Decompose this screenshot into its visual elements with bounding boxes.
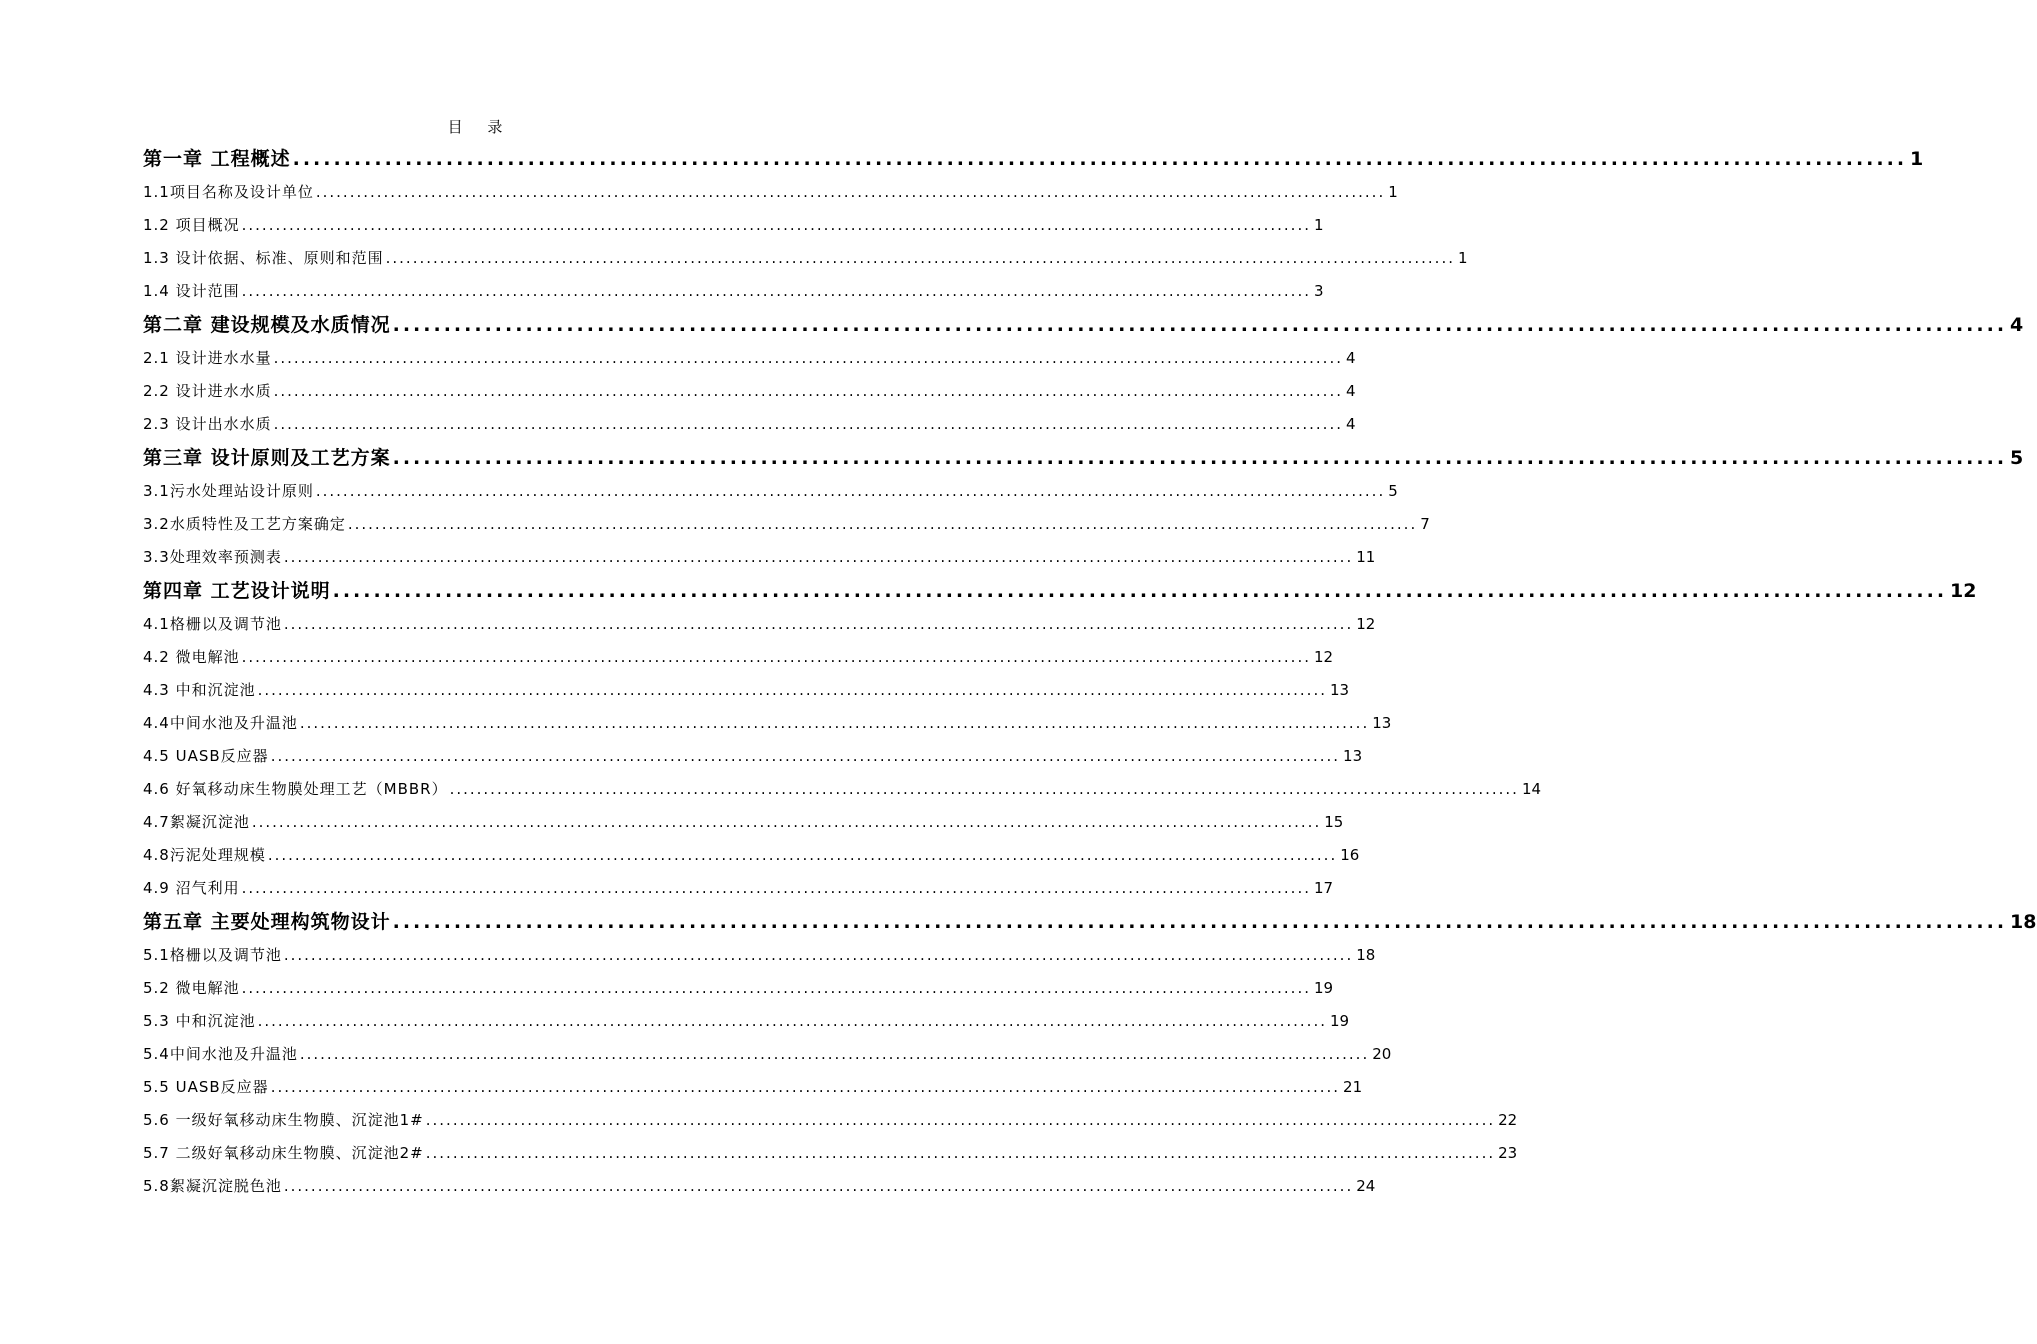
toc-dot-leader: .............................................................................................................................................................. bbox=[425, 1144, 1496, 1162]
toc-dot-leader: .............................................................................................................................................................. bbox=[273, 415, 1343, 433]
toc-page-number: 5 bbox=[1388, 482, 1398, 500]
toc-section-entry[interactable] bbox=[143, 342, 1356, 375]
toc-dot-leader: .............................................................................................................................................................. bbox=[392, 447, 2008, 469]
toc-entry-text: 5.5 UASB反应器 bbox=[143, 1078, 269, 1096]
toc-section-entry[interactable] bbox=[143, 475, 1398, 508]
toc-entry-text: 4.6 好氧移动床生物膜处理工艺（MBBR） bbox=[143, 780, 448, 798]
toc-page-number: 24 bbox=[1356, 1177, 1376, 1195]
toc-section-entry[interactable] bbox=[143, 1038, 1392, 1071]
toc-page-number: 1 bbox=[1388, 183, 1398, 201]
toc-entry-text: 第五章 主要处理构筑物设计 bbox=[143, 911, 391, 933]
toc-dot-leader: .............................................................................................................................................................. bbox=[347, 515, 1418, 533]
toc-dot-leader: .............................................................................................................................................................. bbox=[299, 1045, 1370, 1063]
toc-dot-leader: .............................................................................................................................................................. bbox=[315, 183, 1386, 201]
toc-page-number: 16 bbox=[1340, 846, 1360, 864]
toc-entry-text: 3.2水质特性及工艺方案确定 bbox=[143, 515, 346, 533]
toc-section-entry[interactable] bbox=[143, 1071, 1363, 1104]
toc-section-entry[interactable] bbox=[143, 508, 1430, 541]
toc-entry-text: 1.1项目名称及设计单位 bbox=[143, 183, 314, 201]
toc-entry-text: 5.3 中和沉淀池 bbox=[143, 1012, 256, 1030]
toc-entry-text: 第四章 工艺设计说明 bbox=[143, 580, 331, 602]
toc-dot-leader: .............................................................................................................................................................. bbox=[257, 1012, 1327, 1030]
toc-entry-text: 第三章 设计原则及工艺方案 bbox=[143, 447, 391, 469]
toc-dot-leader: .............................................................................................................................................................. bbox=[273, 349, 1343, 367]
toc-dot-leader: .............................................................................................................................................................. bbox=[283, 548, 1354, 566]
toc-entry-text: 4.5 UASB反应器 bbox=[143, 747, 269, 765]
toc-dot-leader: .............................................................................................................................................................. bbox=[283, 1177, 1354, 1195]
toc-entry-text: 4.8污泥处理规模 bbox=[143, 846, 266, 864]
toc-section-entry[interactable] bbox=[143, 707, 1392, 740]
toc-page-number: 4 bbox=[1345, 415, 1356, 433]
toc-dot-leader: .............................................................................................................................................................. bbox=[315, 482, 1386, 500]
toc-page-number: 1 bbox=[1457, 249, 1468, 267]
toc-section-entry[interactable] bbox=[143, 1104, 1518, 1137]
toc-page-number: 20 bbox=[1372, 1045, 1392, 1063]
toc-page-number: 17 bbox=[1313, 879, 1334, 897]
toc-section-entry[interactable] bbox=[143, 608, 1376, 641]
toc-dot-leader: .............................................................................................................................................................. bbox=[270, 1078, 1341, 1096]
toc-section-entry[interactable] bbox=[143, 674, 1350, 707]
toc-chapter-entry[interactable] bbox=[143, 574, 1977, 608]
toc-chapter-entry[interactable] bbox=[143, 441, 2024, 475]
toc-page-number: 23 bbox=[1498, 1144, 1518, 1162]
toc-page-number: 5 bbox=[2010, 447, 2024, 469]
toc-section-entry[interactable] bbox=[143, 375, 1356, 408]
toc-section-entry[interactable] bbox=[143, 1005, 1350, 1038]
toc-title: 目 录 bbox=[447, 118, 513, 136]
toc-dot-leader: .............................................................................................................................................................. bbox=[241, 979, 1311, 997]
toc-entry-text: 2.2 设计进水水质 bbox=[143, 382, 272, 400]
toc-entry-text: 4.3 中和沉淀池 bbox=[143, 681, 256, 699]
toc-entry-text: 4.7絮凝沉淀池 bbox=[143, 813, 250, 831]
toc-dot-leader: .............................................................................................................................................................. bbox=[241, 216, 1311, 234]
toc-chapter-entry[interactable] bbox=[143, 142, 1924, 176]
toc-page-number: 7 bbox=[1420, 515, 1430, 533]
toc-page-number: 4 bbox=[1345, 349, 1356, 367]
toc-dot-leader: .............................................................................................................................................................. bbox=[241, 648, 1311, 666]
toc-page-number: 13 bbox=[1372, 714, 1392, 732]
toc-page-number: 14 bbox=[1521, 780, 1542, 798]
toc-entry-text: 4.1格栅以及调节池 bbox=[143, 615, 282, 633]
toc-entry-text: 第二章 建设规模及水质情况 bbox=[143, 314, 391, 336]
toc-entry-text: 2.1 设计进水水量 bbox=[143, 349, 272, 367]
toc-entry-text: 3.1污水处理站设计原则 bbox=[143, 482, 314, 500]
toc-dot-leader: .............................................................................................................................................................. bbox=[425, 1111, 1496, 1129]
toc-dot-leader: .............................................................................................................................................................. bbox=[449, 780, 1519, 798]
toc-dot-leader: .............................................................................................................................................................. bbox=[392, 314, 2008, 336]
toc-page-number: 19 bbox=[1329, 1012, 1350, 1030]
toc-dot-leader: .............................................................................................................................................................. bbox=[332, 580, 1948, 602]
toc-entry-text: 4.4中间水池及升温池 bbox=[143, 714, 298, 732]
toc-dot-leader: .............................................................................................................................................................. bbox=[392, 911, 2008, 933]
toc-section-entry[interactable] bbox=[143, 972, 1334, 1005]
toc-dot-leader: .............................................................................................................................................................. bbox=[241, 879, 1311, 897]
toc-entry-text: 2.3 设计出水水质 bbox=[143, 415, 272, 433]
toc-entry-text: 5.8絮凝沉淀脱色池 bbox=[143, 1177, 282, 1195]
toc-section-entry[interactable] bbox=[143, 641, 1334, 674]
toc-page-number: 13 bbox=[1343, 747, 1363, 765]
toc-dot-leader: .............................................................................................................................................................. bbox=[292, 148, 1908, 170]
toc-entry-text: 3.3处理效率预测表 bbox=[143, 548, 282, 566]
toc-section-entry[interactable] bbox=[143, 939, 1376, 972]
toc-section-entry[interactable] bbox=[143, 806, 1344, 839]
toc-entry-text: 1.2 项目概况 bbox=[143, 216, 240, 234]
toc-page-number: 21 bbox=[1343, 1078, 1363, 1096]
toc-section-entry[interactable] bbox=[143, 242, 1468, 275]
toc-page-number: 4 bbox=[1345, 382, 1356, 400]
toc-section-entry[interactable] bbox=[143, 176, 1398, 209]
toc-page-number: 18 bbox=[2010, 911, 2037, 933]
toc-dot-leader: .............................................................................................................................................................. bbox=[299, 714, 1370, 732]
toc-dot-leader: .............................................................................................................................................................. bbox=[257, 681, 1327, 699]
toc-page-number: 12 bbox=[1950, 580, 1977, 602]
toc-entry-text: 5.7 二级好氧移动床生物膜、沉淀池2# bbox=[143, 1144, 424, 1162]
toc-entry-text: 4.9 沼气利用 bbox=[143, 879, 240, 897]
toc-dot-leader: .............................................................................................................................................................. bbox=[251, 813, 1322, 831]
toc-page-number: 1 bbox=[1910, 148, 1924, 170]
toc-dot-leader: .............................................................................................................................................................. bbox=[283, 946, 1354, 964]
toc-section-entry[interactable] bbox=[143, 541, 1376, 574]
toc-entry-text: 第一章 工程概述 bbox=[143, 148, 291, 170]
toc-page-number: 1 bbox=[1313, 216, 1324, 234]
toc-entry-text: 5.1格栅以及调节池 bbox=[143, 946, 282, 964]
toc-entry-text: 1.4 设计范围 bbox=[143, 282, 240, 300]
table-of-contents bbox=[143, 142, 2037, 1203]
toc-section-entry[interactable] bbox=[143, 209, 1324, 242]
toc-section-entry[interactable] bbox=[143, 872, 1334, 905]
toc-entry-text: 5.6 一级好氧移动床生物膜、沉淀池1# bbox=[143, 1111, 424, 1129]
toc-chapter-entry[interactable] bbox=[143, 308, 2024, 342]
toc-dot-leader: .............................................................................................................................................................. bbox=[267, 846, 1338, 864]
toc-page-number: 12 bbox=[1313, 648, 1334, 666]
toc-page-number: 3 bbox=[1313, 282, 1324, 300]
toc-entry-text: 5.2 微电解池 bbox=[143, 979, 240, 997]
toc-section-entry[interactable] bbox=[143, 408, 1356, 441]
toc-page-number: 4 bbox=[2010, 314, 2024, 336]
toc-dot-leader: .............................................................................................................................................................. bbox=[273, 382, 1343, 400]
toc-page-number: 19 bbox=[1313, 979, 1334, 997]
toc-dot-leader: .............................................................................................................................................................. bbox=[385, 249, 1455, 267]
toc-section-entry[interactable] bbox=[143, 839, 1360, 872]
toc-entry-text: 5.4中间水池及升温池 bbox=[143, 1045, 298, 1063]
toc-entry-text: 4.2 微电解池 bbox=[143, 648, 240, 666]
toc-page-number: 15 bbox=[1324, 813, 1344, 831]
toc-page-number: 13 bbox=[1329, 681, 1350, 699]
toc-section-entry[interactable] bbox=[143, 1170, 1376, 1203]
toc-section-entry[interactable] bbox=[143, 1137, 1518, 1170]
toc-dot-leader: .............................................................................................................................................................. bbox=[270, 747, 1341, 765]
toc-chapter-entry[interactable] bbox=[143, 905, 2037, 939]
toc-page-number: 22 bbox=[1498, 1111, 1518, 1129]
toc-section-entry[interactable] bbox=[143, 740, 1363, 773]
toc-page-number: 11 bbox=[1356, 548, 1376, 566]
toc-page-number: 12 bbox=[1356, 615, 1376, 633]
toc-dot-leader: .............................................................................................................................................................. bbox=[241, 282, 1311, 300]
toc-dot-leader: .............................................................................................................................................................. bbox=[283, 615, 1354, 633]
toc-section-entry[interactable] bbox=[143, 773, 1542, 806]
toc-entry-text: 1.3 设计依据、标准、原则和范围 bbox=[143, 249, 384, 267]
toc-section-entry[interactable] bbox=[143, 275, 1324, 308]
toc-page-number: 18 bbox=[1356, 946, 1376, 964]
